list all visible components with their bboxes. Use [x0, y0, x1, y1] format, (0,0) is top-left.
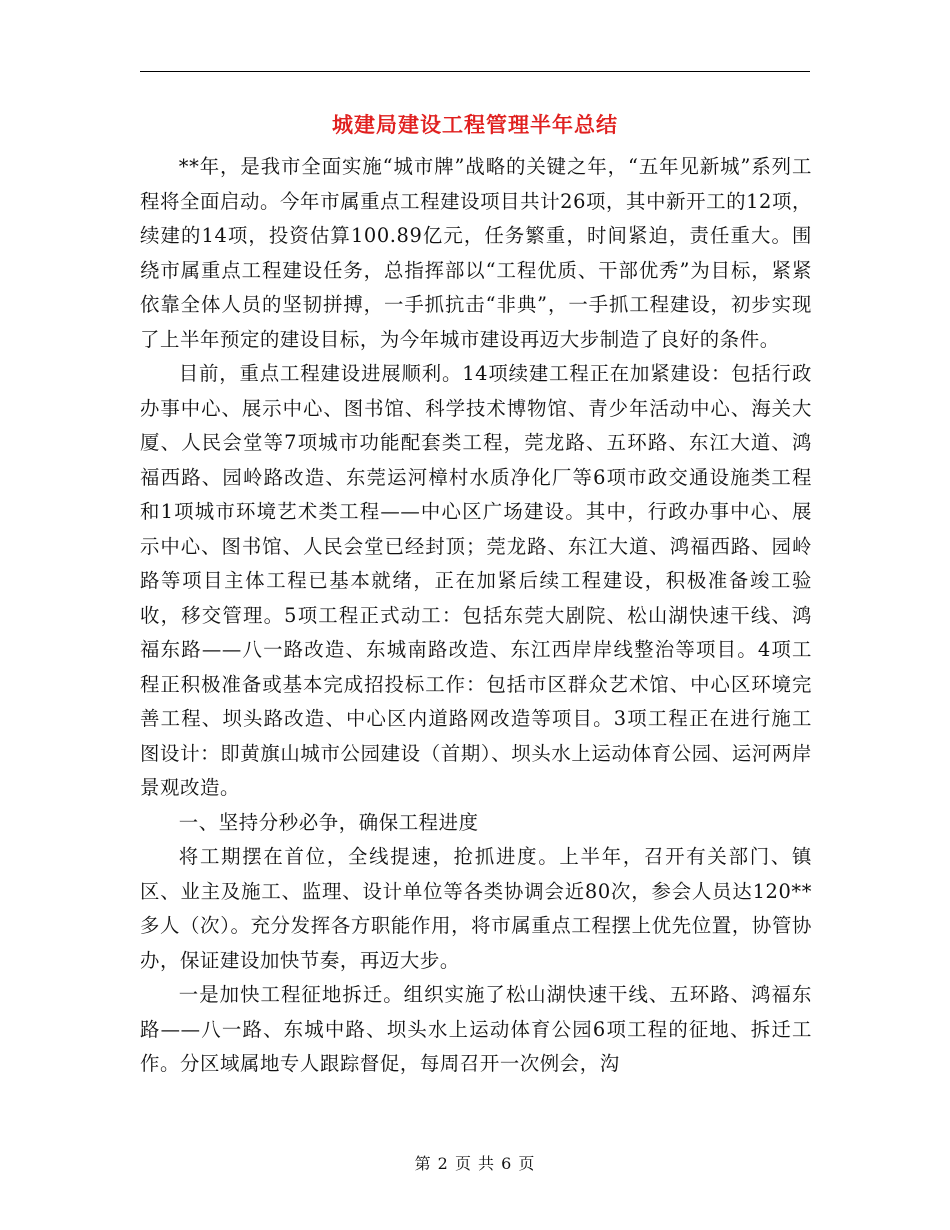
- document-title: 城建局建设工程管理半年总结: [332, 113, 618, 137]
- page-number-footer: 第 2 页 共 6 页: [414, 1154, 536, 1173]
- paragraph-intro: **年，是我市全面实施“城市牌”战略的关键之年，“五年见新城”系列工程将全面启动。今年市属重点工程建设项目共计26项，其中新开工的12项，续建的14项，投资估算100.89亿元，任务繁重，时间紧迫，责任重大。围绕市属重点工程建设任务，总指挥部以“工程优质、干部优秀”为目标，紧紧依靠全体人员的坚韧拼搏，一手抓抗击“非典”，一手抓工程建设，初步实现了上半年预定的建设目标，为今年城市建设再迈大步制造了良好的条件。: [140, 155, 812, 351]
- paragraph-land-acquisition: 一是加快工程征地拆迁。组织实施了松山湖快速干线、五环路、鸿福东路——八一路、东城中路、坝头水上运动体育公园6项工程的征地、拆迁工作。分区域属地专人跟踪督促，每周召开一次例会，沟: [140, 983, 812, 1075]
- paragraph-schedule: 将工期摆在首位，全线提速，抢抓进度。上半年，召开有关部门、镇区、业主及施工、监理、设计单位等各类协调会近80次，参会人员达120**多人（次）。充分发挥各方职能作用，将市属重点工程摆上优先位置，协管协办，保证建设加快节奏，再迈大步。: [140, 845, 812, 972]
- header-rule: [140, 71, 810, 72]
- paragraph-progress: 目前，重点工程建设进展顺利。14项续建工程正在加紧建设：包括行政办事中心、展示中心、图书馆、科学技术博物馆、青少年活动中心、海关大厦、人民会堂等7项城市功能配套类工程，莞龙路、五环路、东江大道、鸿福西路、园岭路改造、东莞运河樟村水质净化厂等6项市政交通设施类工程和1项城市环境艺术类工程——中心区广场建设。其中，行政办事中心、展示中心、图书馆、人民会堂已经封顶；莞龙路、东江大道、鸿福西路、园岭路等项目主体工程已基本就绪，正在加紧后续工程建设，积极准备竣工验收，移交管理。5项工程正式动工：包括东莞大剧院、松山湖快速干线、鸿福东路——八一路改造、东城南路改造、东江西岸岸线整治等项目。4项工程正积极准备或基本完成招投标工作：包括市区群众艺术馆、中心区环境完善工程、坝头路改造、中心区内道路网改造等项目。3项工程正在进行施工图设计：即黄旗山城市公园建设（首期）、坝头水上运动体育公园、运河两岸景观改造。: [140, 362, 812, 799]
- document-body: [140, 150, 812, 1082]
- section-heading: 一、坚持分秒必争，确保工程进度: [178, 810, 479, 834]
